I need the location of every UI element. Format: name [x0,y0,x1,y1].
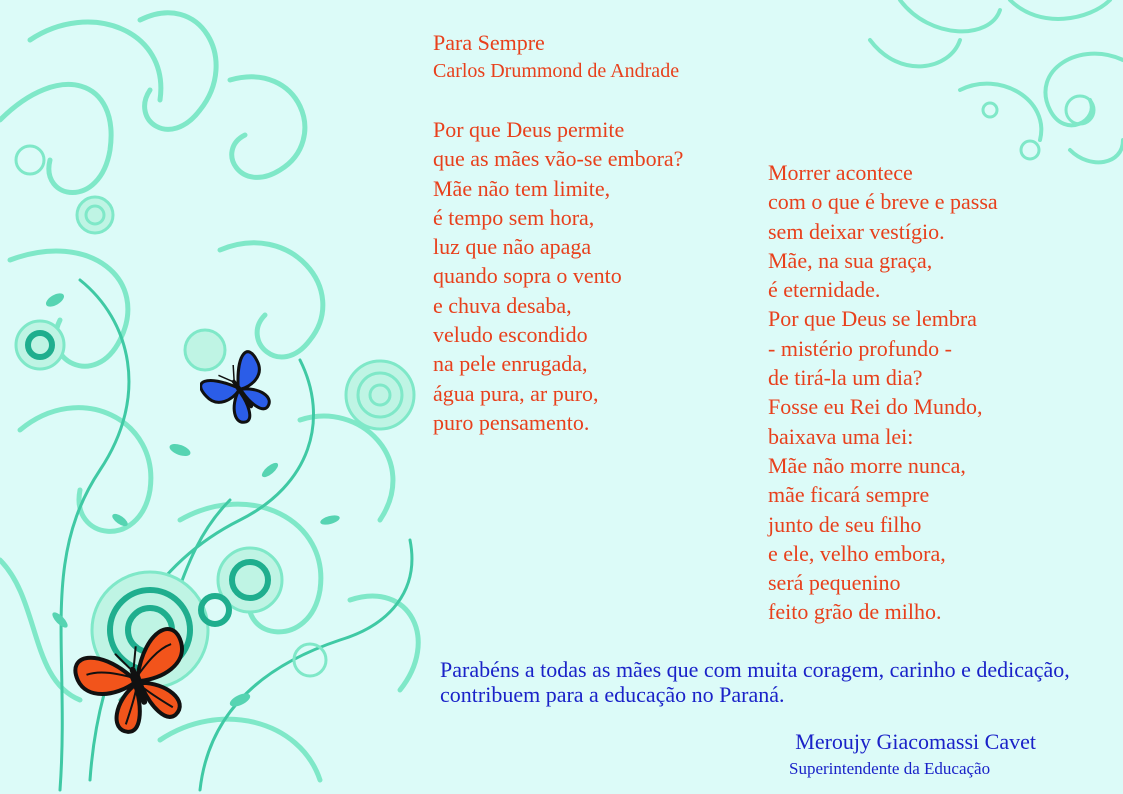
poem-line: Mãe, na sua graça, [768,247,933,273]
poem-line: Morrer acontece [768,160,913,185]
poem-author: Carlos Drummond de Andrade [433,60,680,82]
poem-line: será pequenino [768,570,901,596]
poem-line: é eternidade. [768,277,881,303]
poem-line: e ele, velho embora, [768,540,946,566]
poem-line: na pele enrugada, [433,351,588,377]
orange-monarch-butterfly-icon [72,618,202,746]
poem-line: e chuva desaba, [433,292,572,318]
poem-line: Fosse eu Rei do Mundo, [768,394,983,420]
poem-title: Para Sempre [433,30,545,55]
poem-stanza-right [768,158,998,627]
poem-line: água pura, ar puro, [433,380,599,406]
poem-line: feito grão de milho. [768,599,942,625]
poem-line: - mistério profundo - [768,335,952,361]
poem-line: veludo escondido [433,322,588,348]
poem-line: puro pensamento. [433,409,590,435]
poem-line: é tempo sem hora, [433,204,595,230]
poem-line: mãe ficará sempre [768,482,930,508]
poem-line: Mãe não tem limite, [433,175,611,201]
poem-stanza-left [433,115,683,437]
signature-role: Superintendente da Educação [789,759,991,778]
poem-line: junto de seu filho [768,511,922,537]
poem-line: Por que Deus se lembra [768,306,977,332]
poem-line: quando sopra o vento [433,263,622,289]
poem-line: de tirá-la um dia? [768,365,923,391]
poem-line: baixava uma lei: [768,423,914,449]
blue-butterfly-icon [200,338,278,440]
poem-line: com o que é breve e passa [768,189,998,215]
congratulations-message: Parabéns a todas as mães que com muita coragem, carinho e dedicação, contribuem para a educação no Paraná. [440,657,1070,707]
signature-name: Meroujy Giacomassi Cavet [795,729,1036,754]
poem-line: sem deixar vestígio. [768,218,945,244]
poem-line: luz que não apaga [433,234,592,260]
poem-line: Por que Deus permite [433,117,625,142]
poem-line: Mãe não morre nunca, [768,452,966,478]
poem-line: que as mães vão-se embora? [433,146,684,172]
